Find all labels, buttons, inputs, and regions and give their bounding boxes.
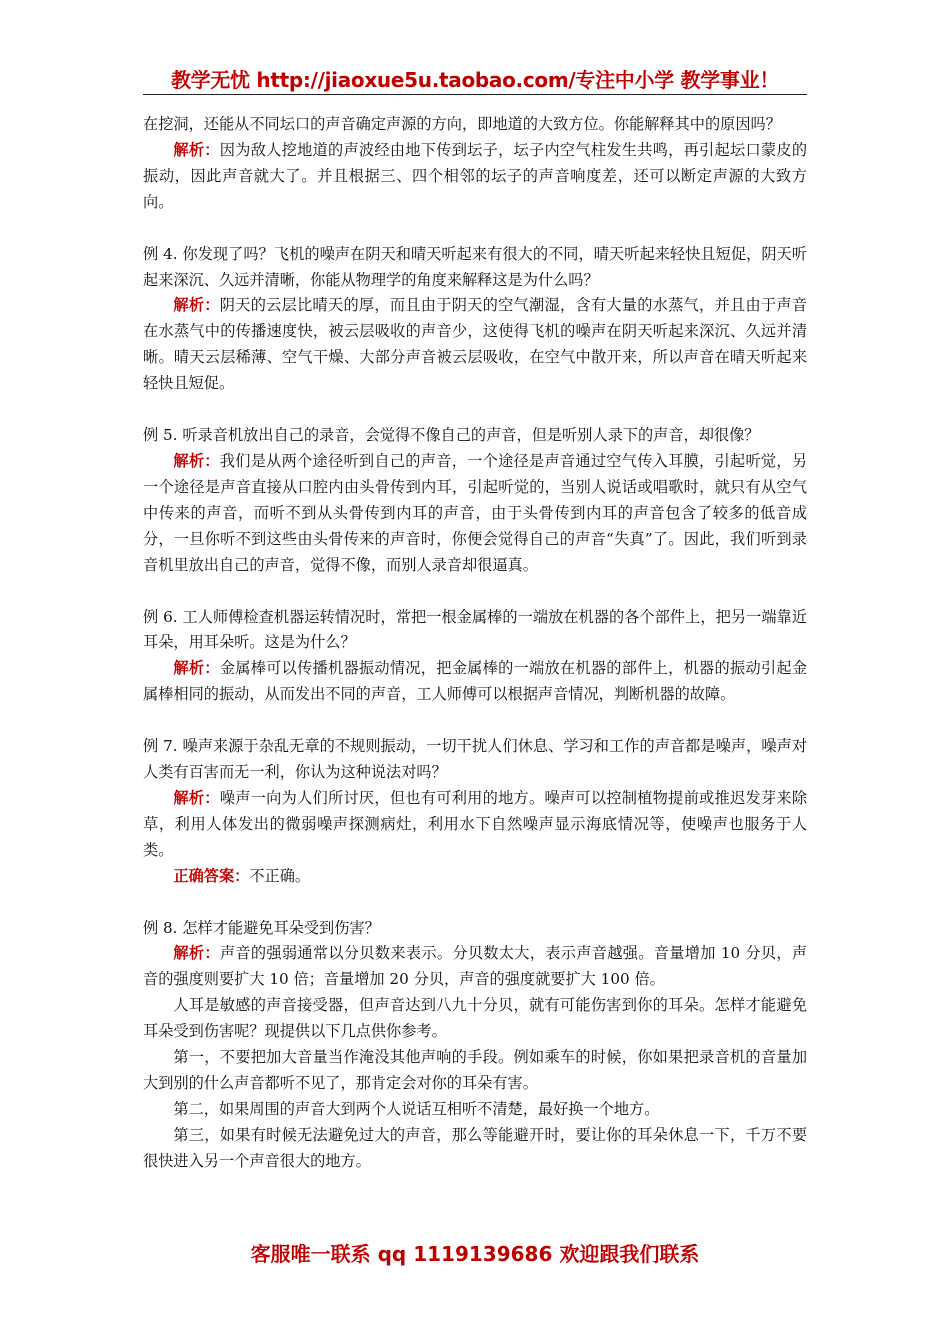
example-7-analysis <box>143 786 807 864</box>
answer-text: 不正确。 <box>249 866 311 885</box>
example-3-analysis <box>143 138 807 216</box>
example-5-analysis <box>143 449 807 579</box>
analysis-text: 我们是从两个途径听到自己的声音，一个途径是声音通过空气传入耳膜，引起听觉，另一个途径是声音直接从口腔内由头骨传到内耳，引起听觉的，当别人说话或唱歌时，就只有从空气中传来的声音，而听不到从头骨传到内耳的声音，由于头骨传到内耳的声音包含了较多的低音成分，一旦你听不到这些由头骨传来的声音时，你便会觉得自己的声音“失真”了。因此，我们听到录音机里放出自己的声音，觉得不像，而别人录音却很逼真。 <box>143 451 808 574</box>
page-header: 教学无忧 http://jiaoxue5u.taobao.com/专注中小学 教学事业！ <box>170 68 780 92</box>
analysis-label: 解析： <box>173 944 220 963</box>
example-8-paragraph-4: 第二，如果周围的声音大到两个人说话互相听不清楚，最好换一个地方。 <box>173 1099 660 1118</box>
example-8-paragraph-2: 人耳是敏感的声音接受器，但声音达到八九十分贝，就有可能伤害到你的耳朵。怎样才能避免耳朵受到伤害呢？现提供以下几点供你参考。 <box>143 996 807 1041</box>
analysis-text: 噪声一向为人们所讨厌，但也有可利用的地方。噪声可以控制植物提前或推迟发芽来除草，利用人体发出的微弱噪声探测病灶，利用水下自然噪声显示海底情况等，使噪声也服务于人类。 <box>143 788 808 859</box>
analysis-label: 解析： <box>173 451 220 470</box>
example-8-question: 例 8. 怎样才能避免耳朵受到伤害？ <box>143 918 380 937</box>
header-divider <box>143 94 807 95</box>
page-footer: 客服唯一联系 qq 1119139686 欢迎跟我们联系 <box>250 1242 700 1266</box>
analysis-label: 解析： <box>173 296 220 315</box>
analysis-text: 金属棒可以传播机器振动情况，把金属棒的一端放在机器的部件上，机器的振动引起金属棒相同的振动，从而发出不同的声音，工人师傅可以根据声音情况，判断机器的故障。 <box>143 659 808 704</box>
analysis-text: 声音的强弱通常以分贝数来表示。分贝数太大，表示声音越强。音量增加 10 分贝，声音的强度则要扩大 10 倍；音量增加 20 分贝，声音的强度就要扩大 100 倍。 <box>143 944 808 989</box>
document-body <box>143 112 807 1175</box>
example-8-analysis <box>143 941 807 993</box>
example-6-analysis <box>143 656 807 708</box>
answer-label: 正确答案： <box>173 866 250 885</box>
example-7-answer <box>143 864 807 890</box>
intro-paragraph: 在挖洞，还能从不同坛口的声音确定声源的方向，即地道的大致方位。你能解释其中的原因吗？ <box>143 115 781 133</box>
example-4-analysis <box>143 293 807 397</box>
example-8-paragraph-3: 第一，不要把加大音量当作淹没其他声响的手段。例如乘车的时候，你如果把录音机的音量加大到别的什么声音都听不见了，那肯定会对你的耳朵有害。 <box>143 1048 807 1092</box>
example-7-question: 例 7. 噪声来源于杂乱无章的不规则振动，一切干扰人们休息、学习和工作的声音都是噪声，噪声对人类有百害而无一利，你认为这种说法对吗？ <box>143 737 807 782</box>
analysis-text: 阴天的云层比晴天的厚，而且由于阴天的空气潮湿，含有大量的水蒸气，并且由于声音在水蒸气中的传播速度快，被云层吸收的声音少，这使得飞机的噪声在阴天听起来深沉、久远并清晰。晴天云层稀薄、空气干燥、大部分声音被云层吸收，在空气中散开来，所以声音在晴天听起来轻快且短促。 <box>143 296 808 393</box>
analysis-label: 解析： <box>173 788 220 807</box>
analysis-label: 解析： <box>173 659 220 678</box>
analysis-label: 解析： <box>173 140 220 159</box>
example-6-question: 例 6. 工人师傅检查机器运转情况时，常把一根金属棒的一端放在机器的各个部件上，把另一端靠近耳朵，用耳朵听。这是为什么？ <box>143 607 807 652</box>
example-8-paragraph-5: 第三，如果有时候无法避免过大的声音，那么等能避开时，要让你的耳朵休息一下，千万不要很快进入另一个声音很大的地方。 <box>143 1125 807 1170</box>
example-5-question: 例 5. 听录音机放出自己的录音，会觉得不像自己的声音，但是听别人录下的声音，却很像？ <box>143 426 760 445</box>
example-4-question: 例 4. 你发现了吗？飞机的噪声在阴天和晴天听起来有很大的不同，晴天听起来轻快且短促，阴天听起来深沉、久远并清晰，你能从物理学的角度来解释这是为什么吗？ <box>143 244 807 289</box>
analysis-text: 因为敌人挖地道的声波经由地下传到坛子，坛子内空气柱发生共鸣，再引起坛口蒙皮的振动，因此声音就大了。并且根据三、四个相邻的坛子的声音响度差，还可以断定声源的大致方向。 <box>143 140 808 211</box>
